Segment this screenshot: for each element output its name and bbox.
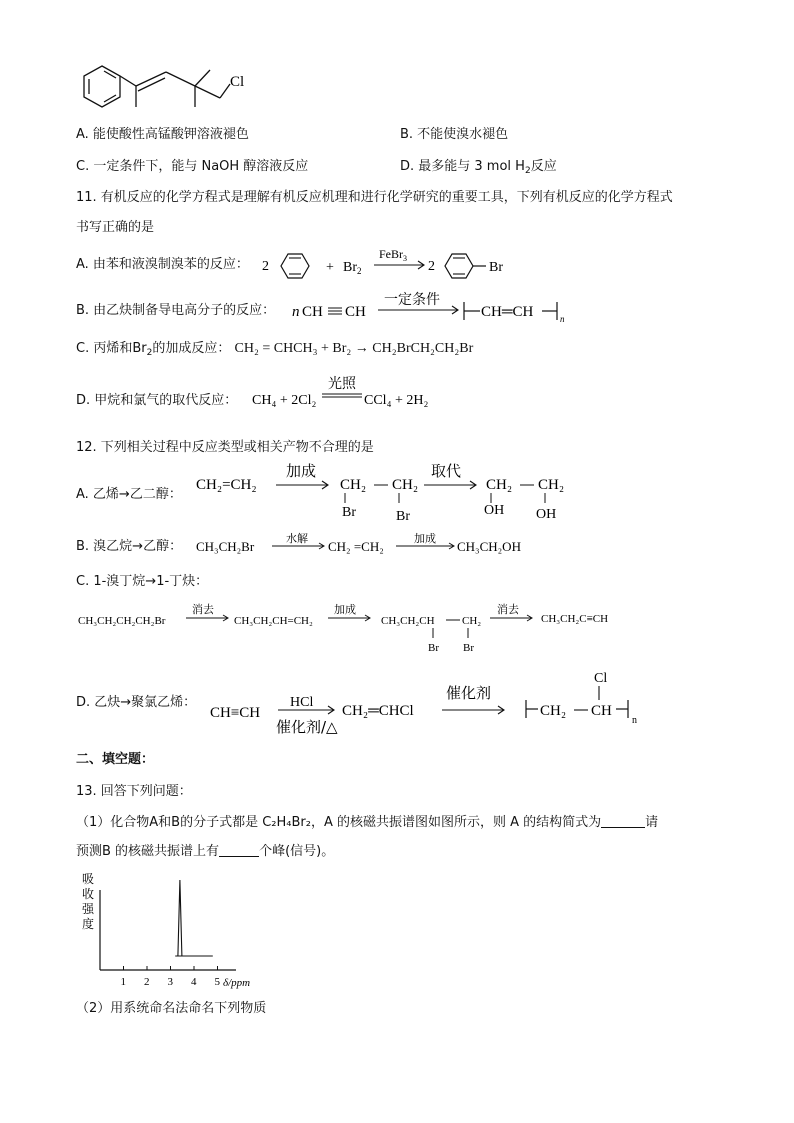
svg-text:n: n (632, 715, 637, 726)
svg-text:CH≡CH: CH≡CH (210, 705, 261, 721)
q10-option-a: A. 能使酸性高锰酸钾溶液褪色 (76, 127, 249, 142)
svg-text:CH₂═CHCl: CH₂═CHCl (342, 703, 414, 719)
svg-text:OH: OH (484, 503, 505, 518)
ylabel-char-4: 度 (82, 917, 95, 931)
svg-text:一定条件: 一定条件 (384, 292, 440, 308)
svg-text:加成: 加成 (334, 603, 356, 616)
x-tick-label: 5 (214, 976, 220, 988)
answer-blank-1[interactable] (601, 815, 645, 828)
q11-option-d-label: D. 甲烷和氯气的取代反应： (76, 393, 238, 408)
svg-text:+: + (326, 260, 334, 275)
q12-option-c-label: C. 1-溴丁烷→1-丁炔： (76, 574, 209, 589)
svg-text:CH₂: CH₂ (540, 703, 567, 719)
x-tick-label: 2 (144, 976, 150, 988)
q12-option-a-label: A. 乙烯→乙二醇： (76, 487, 182, 502)
svg-text:CH═CH: CH═CH (481, 304, 534, 320)
q11-option-b-label: B. 由乙炔制备导电高分子的反应： (76, 303, 276, 318)
svg-text:光照: 光照 (328, 376, 356, 392)
svg-text:CH₃CH₂CH: CH₃CH₂CH (381, 615, 435, 627)
q10-structure (70, 58, 260, 118)
svg-text:催化剂/△: 催化剂/△ (276, 718, 338, 736)
svg-text:CH₂: CH₂ (486, 477, 513, 493)
svg-text:Br: Br (489, 260, 503, 275)
q12-option-a-equation (194, 458, 574, 524)
q12-option-b-equation (194, 528, 554, 560)
q11-option-a-label: A. 由苯和液溴制溴苯的反应： (76, 257, 249, 272)
q10-option-c: C. 一定条件下，能与 NaOH 醇溶液反应 (76, 159, 309, 174)
x-tick-label: 1 (120, 976, 126, 988)
q10-option-b: B. 不能使溴水褪色 (400, 127, 509, 142)
svg-text:Br: Br (396, 509, 410, 524)
svg-text:催化剂: 催化剂 (446, 684, 492, 702)
svg-text:加成: 加成 (286, 462, 317, 480)
q13-part1-line1: （1）化合物A和B的分子式都是 C₂H₄Br₂，A 的核磁共振谱图如图所示，则 A 的结构简式为 请 (76, 815, 659, 830)
svg-text:CH₃CH₂Br: CH₃CH₂Br (196, 539, 255, 554)
cl-label: Cl (230, 74, 245, 90)
x-tick-label: 3 (167, 976, 173, 988)
svg-text:CH₂: CH₂ (340, 477, 367, 493)
q10-option-d: D. 最多能与 3 mol $H_2$反应 (400, 159, 557, 176)
svg-text:取代: 取代 (431, 462, 462, 480)
svg-text:CH₂: CH₂ (462, 615, 482, 627)
svg-text:OH: OH (536, 507, 557, 522)
x-tick-label: 4 (191, 976, 197, 988)
svg-text:CH: CH (345, 304, 366, 320)
svg-text:CH₃CH₂CH₂CH₂Br: CH₃CH₂CH₂CH₂Br (78, 615, 166, 627)
q13-stem: 13. 回答下列问题： (76, 784, 192, 799)
q12-stem: 12. 下列相关过程中反应类型或相关产物不合理的是 (76, 440, 374, 455)
svg-text:n: n (292, 304, 300, 320)
svg-text:Br2: $Br_2$ (343, 260, 362, 276)
svg-text:CH₃CH₂CH=CH₂: CH₃CH₂CH=CH₂ (234, 615, 313, 627)
q11-stem-line1: 11. 有机反应的化学方程式是理解有机反应机理和进行化学研究的重要工具，下列有机反应的化学方程式 (76, 190, 673, 205)
svg-text:CH₂: CH₂ (538, 477, 565, 493)
q12-option-b-label: B. 溴乙烷→乙醇： (76, 539, 183, 554)
ylabel-char-2: 收 (82, 887, 95, 901)
svg-text:HCl: HCl (290, 695, 314, 710)
q11-option-d-equation (250, 374, 450, 414)
x-axis-label: δ/ppm (223, 977, 251, 989)
svg-text:CH₄ + 2Cl₂: CH₄ + 2Cl₂ (252, 393, 317, 408)
svg-text:消去: 消去 (192, 603, 214, 616)
q13-part2: （2）用系统命名法命名下列物质 (76, 1001, 267, 1016)
svg-text:n: n (560, 314, 565, 324)
section-title: 二、填空题： (76, 752, 155, 767)
svg-text:CH₃CH₂C≡CH: CH₃CH₂C≡CH (541, 613, 609, 625)
svg-text:CH₃CH₂OH: CH₃CH₂OH (457, 539, 521, 554)
svg-text:2: 2 (262, 259, 269, 274)
svg-text:2: 2 (428, 259, 435, 274)
ylabel-char-1: 吸 (82, 872, 95, 886)
svg-text:CH₂ =CH₂: CH₂ =CH₂ (328, 539, 384, 554)
svg-text:水解: 水解 (286, 532, 308, 545)
q11-stem-line2: 书写正确的是 (76, 220, 155, 235)
q11-option-c: C. 丙烯和$Br_2$的加成反应： CH₂ = CHCH₃ + Br₂ → CH₂BrCH₂CH₂Br (76, 341, 474, 358)
svg-text:Br: Br (342, 505, 356, 520)
svg-text:CCl₄ + 2H₂: CCl₄ + 2H₂ (364, 393, 429, 408)
svg-text:Cl: Cl (594, 671, 608, 686)
svg-text:CH₂=CH₂: CH₂=CH₂ (196, 477, 257, 493)
svg-text:CH: CH (591, 703, 612, 719)
q11-option-a-equation (258, 244, 538, 286)
nmr-peak (178, 880, 182, 956)
q11-option-b-equation (292, 288, 582, 328)
svg-text:Br: Br (428, 642, 439, 654)
svg-text:FeBr3: FeBr$_3$ (379, 247, 407, 263)
answer-blank-2[interactable] (219, 844, 259, 857)
nmr-spectrum-chart (76, 870, 276, 995)
ylabel-char-3: 强 (82, 902, 95, 916)
q13-part1-line2: 预测B 的核磁共振谱上有 个峰(信号)。 (76, 844, 335, 859)
svg-text:加成: 加成 (414, 532, 436, 545)
svg-text:CH₂: CH₂ (392, 477, 419, 493)
q12-option-d-label: D. 乙炔→聚氯乙烯： (76, 695, 197, 710)
svg-text:Br: Br (463, 642, 474, 654)
q12-option-d-equation (208, 666, 648, 738)
svg-text:消去: 消去 (497, 603, 519, 616)
svg-text:CH: CH (302, 304, 323, 320)
q12-option-c-equation (76, 600, 636, 658)
